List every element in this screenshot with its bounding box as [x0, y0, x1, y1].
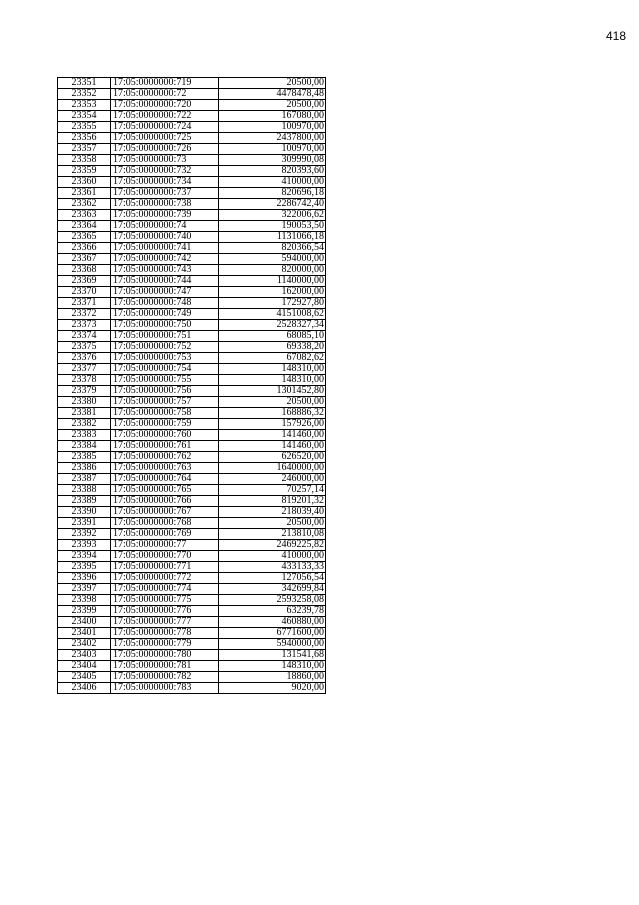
amount-cell: 172927,80	[219, 298, 326, 309]
table-row	[58, 309, 326, 320]
row-number-cell: 23401	[58, 628, 111, 639]
table-row	[58, 551, 326, 562]
table-row	[58, 474, 326, 485]
amount-cell: 68085,10	[219, 331, 326, 342]
amount-cell: 141460,00	[219, 441, 326, 452]
amount-cell: 2469225,82	[219, 540, 326, 551]
cadastral-number-cell: 17:05:0000000:776	[111, 606, 219, 617]
table-row	[58, 166, 326, 177]
table-row	[58, 573, 326, 584]
table-row	[58, 276, 326, 287]
cadastral-number-cell: 17:05:0000000:757	[111, 397, 219, 408]
row-number-cell: 23395	[58, 562, 111, 573]
row-number-cell: 23398	[58, 595, 111, 606]
table-row	[58, 210, 326, 221]
table-row	[58, 485, 326, 496]
table-row	[58, 144, 326, 155]
table-row	[58, 199, 326, 210]
row-number-cell: 23404	[58, 661, 111, 672]
amount-cell: 2528327,34	[219, 320, 326, 331]
row-number-cell: 23382	[58, 419, 111, 430]
amount-cell: 309990,08	[219, 155, 326, 166]
row-number-cell: 23356	[58, 133, 111, 144]
table-row	[58, 507, 326, 518]
amount-cell: 322006,62	[219, 210, 326, 221]
row-number-cell: 23365	[58, 232, 111, 243]
amount-cell: 246000,00	[219, 474, 326, 485]
cadastral-number-cell: 17:05:0000000:722	[111, 111, 219, 122]
row-number-cell: 23406	[58, 683, 111, 694]
table-row	[58, 606, 326, 617]
row-number-cell: 23380	[58, 397, 111, 408]
cadastral-number-cell: 17:05:0000000:782	[111, 672, 219, 683]
amount-cell: 5940000,00	[219, 639, 326, 650]
table-row	[58, 188, 326, 199]
row-number-cell: 23386	[58, 463, 111, 474]
amount-cell: 9020,00	[219, 683, 326, 694]
row-number-cell: 23369	[58, 276, 111, 287]
row-number-cell: 23360	[58, 177, 111, 188]
table-row	[58, 496, 326, 507]
table-row	[58, 232, 326, 243]
row-number-cell: 23364	[58, 221, 111, 232]
cadastral-number-cell: 17:05:0000000:770	[111, 551, 219, 562]
amount-cell: 131541,68	[219, 650, 326, 661]
cadastral-number-cell: 17:05:0000000:720	[111, 100, 219, 111]
row-number-cell: 23399	[58, 606, 111, 617]
cadastral-number-cell: 17:05:0000000:724	[111, 122, 219, 133]
row-number-cell: 23396	[58, 573, 111, 584]
cadastral-number-cell: 17:05:0000000:74	[111, 221, 219, 232]
table-row	[58, 320, 326, 331]
amount-cell: 100970,00	[219, 122, 326, 133]
amount-cell: 162000,00	[219, 287, 326, 298]
row-number-cell: 23390	[58, 507, 111, 518]
cadastral-number-cell: 17:05:0000000:759	[111, 419, 219, 430]
cadastral-number-cell: 17:05:0000000:772	[111, 573, 219, 584]
amount-cell: 2593258,08	[219, 595, 326, 606]
table-row	[58, 408, 326, 419]
cadastral-number-cell: 17:05:0000000:771	[111, 562, 219, 573]
table-row	[58, 298, 326, 309]
table-row	[58, 518, 326, 529]
amount-cell: 594000,00	[219, 254, 326, 265]
cadastral-number-cell: 17:05:0000000:748	[111, 298, 219, 309]
amount-cell: 157926,00	[219, 419, 326, 430]
row-number-cell: 23371	[58, 298, 111, 309]
cadastral-number-cell: 17:05:0000000:751	[111, 331, 219, 342]
amount-cell: 148310,00	[219, 375, 326, 386]
table-row	[58, 540, 326, 551]
amount-cell: 67082,62	[219, 353, 326, 364]
row-number-cell: 23354	[58, 111, 111, 122]
amount-cell: 1640000,00	[219, 463, 326, 474]
table-row	[58, 243, 326, 254]
amount-cell: 70257,14	[219, 485, 326, 496]
amount-cell: 213810,08	[219, 529, 326, 540]
row-number-cell: 23379	[58, 386, 111, 397]
amount-cell: 20500,00	[219, 78, 326, 89]
row-number-cell: 23385	[58, 452, 111, 463]
amount-cell: 69338,20	[219, 342, 326, 353]
cadastral-number-cell: 17:05:0000000:747	[111, 287, 219, 298]
amount-cell: 2437800,00	[219, 133, 326, 144]
cadastral-number-cell: 17:05:0000000:778	[111, 628, 219, 639]
table-row	[58, 639, 326, 650]
table-row	[58, 155, 326, 166]
cadastral-number-cell: 17:05:0000000:777	[111, 617, 219, 628]
amount-cell: 1140000,00	[219, 276, 326, 287]
row-number-cell: 23397	[58, 584, 111, 595]
amount-cell: 141460,00	[219, 430, 326, 441]
table-row	[58, 397, 326, 408]
cadastral-number-cell: 17:05:0000000:752	[111, 342, 219, 353]
row-number-cell: 23375	[58, 342, 111, 353]
cadastral-number-cell: 17:05:0000000:739	[111, 210, 219, 221]
ledger-table	[57, 77, 326, 694]
cadastral-number-cell: 17:05:0000000:763	[111, 463, 219, 474]
table-row	[58, 386, 326, 397]
row-number-cell: 23357	[58, 144, 111, 155]
amount-cell: 4151008,62	[219, 309, 326, 320]
amount-cell: 63239,78	[219, 606, 326, 617]
table-row	[58, 265, 326, 276]
cadastral-number-cell: 17:05:0000000:719	[111, 78, 219, 89]
cadastral-number-cell: 17:05:0000000:774	[111, 584, 219, 595]
cadastral-number-cell: 17:05:0000000:754	[111, 364, 219, 375]
row-number-cell: 23388	[58, 485, 111, 496]
row-number-cell: 23374	[58, 331, 111, 342]
amount-cell: 820000,00	[219, 265, 326, 276]
row-number-cell: 23378	[58, 375, 111, 386]
row-number-cell: 23402	[58, 639, 111, 650]
table-row	[58, 353, 326, 364]
row-number-cell: 23405	[58, 672, 111, 683]
cadastral-number-cell: 17:05:0000000:765	[111, 485, 219, 496]
row-number-cell: 23373	[58, 320, 111, 331]
amount-cell: 410000,00	[219, 177, 326, 188]
amount-cell: 460880,00	[219, 617, 326, 628]
row-number-cell: 23363	[58, 210, 111, 221]
cadastral-number-cell: 17:05:0000000:755	[111, 375, 219, 386]
cadastral-number-cell: 17:05:0000000:742	[111, 254, 219, 265]
row-number-cell: 23400	[58, 617, 111, 628]
table-row	[58, 628, 326, 639]
table-row	[58, 452, 326, 463]
cadastral-number-cell: 17:05:0000000:744	[111, 276, 219, 287]
amount-cell: 2286742,40	[219, 199, 326, 210]
table-row	[58, 375, 326, 386]
table-row	[58, 419, 326, 430]
row-number-cell: 23368	[58, 265, 111, 276]
row-number-cell: 23387	[58, 474, 111, 485]
row-number-cell: 23353	[58, 100, 111, 111]
table-row	[58, 111, 326, 122]
cadastral-number-cell: 17:05:0000000:758	[111, 408, 219, 419]
row-number-cell: 23403	[58, 650, 111, 661]
amount-cell: 410000,00	[219, 551, 326, 562]
table-row	[58, 364, 326, 375]
amount-cell: 1301452,80	[219, 386, 326, 397]
table-row	[58, 254, 326, 265]
row-number-cell: 23376	[58, 353, 111, 364]
row-number-cell: 23359	[58, 166, 111, 177]
amount-cell: 148310,00	[219, 364, 326, 375]
amount-cell: 820393,60	[219, 166, 326, 177]
table-row	[58, 287, 326, 298]
cadastral-number-cell: 17:05:0000000:768	[111, 518, 219, 529]
cadastral-number-cell: 17:05:0000000:756	[111, 386, 219, 397]
row-number-cell: 23351	[58, 78, 111, 89]
amount-cell: 190053,50	[219, 221, 326, 232]
row-number-cell: 23389	[58, 496, 111, 507]
table-row	[58, 342, 326, 353]
cadastral-number-cell: 17:05:0000000:762	[111, 452, 219, 463]
table-row	[58, 661, 326, 672]
cadastral-number-cell: 17:05:0000000:734	[111, 177, 219, 188]
cadastral-number-cell: 17:05:0000000:767	[111, 507, 219, 518]
cadastral-number-cell: 17:05:0000000:737	[111, 188, 219, 199]
table-row	[58, 177, 326, 188]
amount-cell: 6771600,00	[219, 628, 326, 639]
cadastral-number-cell: 17:05:0000000:753	[111, 353, 219, 364]
cadastral-number-cell: 17:05:0000000:725	[111, 133, 219, 144]
cadastral-number-cell: 17:05:0000000:73	[111, 155, 219, 166]
amount-cell: 218039,40	[219, 507, 326, 518]
table-row	[58, 331, 326, 342]
row-number-cell: 23361	[58, 188, 111, 199]
table-row	[58, 133, 326, 144]
cadastral-number-cell: 17:05:0000000:764	[111, 474, 219, 485]
cadastral-number-cell: 17:05:0000000:77	[111, 540, 219, 551]
table-row	[58, 100, 326, 111]
cadastral-number-cell: 17:05:0000000:783	[111, 683, 219, 694]
cadastral-number-cell: 17:05:0000000:761	[111, 441, 219, 452]
row-number-cell: 23362	[58, 199, 111, 210]
row-number-cell: 23384	[58, 441, 111, 452]
row-number-cell: 23358	[58, 155, 111, 166]
row-number-cell: 23352	[58, 89, 111, 100]
table-row	[58, 650, 326, 661]
cadastral-number-cell: 17:05:0000000:779	[111, 639, 219, 650]
cadastral-number-cell: 17:05:0000000:741	[111, 243, 219, 254]
page-number: 418	[605, 29, 626, 43]
amount-cell: 819201,32	[219, 496, 326, 507]
cadastral-number-cell: 17:05:0000000:740	[111, 232, 219, 243]
row-number-cell: 23370	[58, 287, 111, 298]
amount-cell: 1131066,18	[219, 232, 326, 243]
cadastral-number-cell: 17:05:0000000:743	[111, 265, 219, 276]
row-number-cell: 23367	[58, 254, 111, 265]
cadastral-number-cell: 17:05:0000000:732	[111, 166, 219, 177]
table-row	[58, 78, 326, 89]
amount-cell: 820696,18	[219, 188, 326, 199]
table-row	[58, 672, 326, 683]
table-row	[58, 562, 326, 573]
table-row	[58, 683, 326, 694]
table-row	[58, 122, 326, 133]
cadastral-number-cell: 17:05:0000000:738	[111, 199, 219, 210]
table-row	[58, 463, 326, 474]
row-number-cell: 23393	[58, 540, 111, 551]
amount-cell: 626520,00	[219, 452, 326, 463]
amount-cell: 342699,84	[219, 584, 326, 595]
table-row	[58, 430, 326, 441]
row-number-cell: 23377	[58, 364, 111, 375]
row-number-cell: 23355	[58, 122, 111, 133]
amount-cell: 100970,00	[219, 144, 326, 155]
cadastral-number-cell: 17:05:0000000:766	[111, 496, 219, 507]
row-number-cell: 23366	[58, 243, 111, 254]
cadastral-number-cell: 17:05:0000000:781	[111, 661, 219, 672]
cadastral-number-cell: 17:05:0000000:760	[111, 430, 219, 441]
amount-cell: 168886,32	[219, 408, 326, 419]
table-row	[58, 584, 326, 595]
amount-cell: 18860,00	[219, 672, 326, 683]
amount-cell: 127056,54	[219, 573, 326, 584]
ledger-table-body	[58, 78, 326, 694]
amount-cell: 167080,00	[219, 111, 326, 122]
row-number-cell: 23381	[58, 408, 111, 419]
amount-cell: 20500,00	[219, 397, 326, 408]
cadastral-number-cell: 17:05:0000000:749	[111, 309, 219, 320]
amount-cell: 4478478,48	[219, 89, 326, 100]
cadastral-number-cell: 17:05:0000000:780	[111, 650, 219, 661]
table-row	[58, 529, 326, 540]
cadastral-number-cell: 17:05:0000000:72	[111, 89, 219, 100]
row-number-cell: 23394	[58, 551, 111, 562]
amount-cell: 20500,00	[219, 100, 326, 111]
cadastral-number-cell: 17:05:0000000:750	[111, 320, 219, 331]
row-number-cell: 23391	[58, 518, 111, 529]
table-row	[58, 221, 326, 232]
table-row	[58, 89, 326, 100]
row-number-cell: 23392	[58, 529, 111, 540]
cadastral-number-cell: 17:05:0000000:769	[111, 529, 219, 540]
cadastral-number-cell: 17:05:0000000:726	[111, 144, 219, 155]
amount-cell: 433133,33	[219, 562, 326, 573]
cadastral-number-cell: 17:05:0000000:775	[111, 595, 219, 606]
amount-cell: 20500,00	[219, 518, 326, 529]
row-number-cell: 23383	[58, 430, 111, 441]
table-row	[58, 617, 326, 628]
row-number-cell: 23372	[58, 309, 111, 320]
amount-cell: 820366,54	[219, 243, 326, 254]
amount-cell: 148310,00	[219, 661, 326, 672]
table-row	[58, 441, 326, 452]
table-row	[58, 595, 326, 606]
